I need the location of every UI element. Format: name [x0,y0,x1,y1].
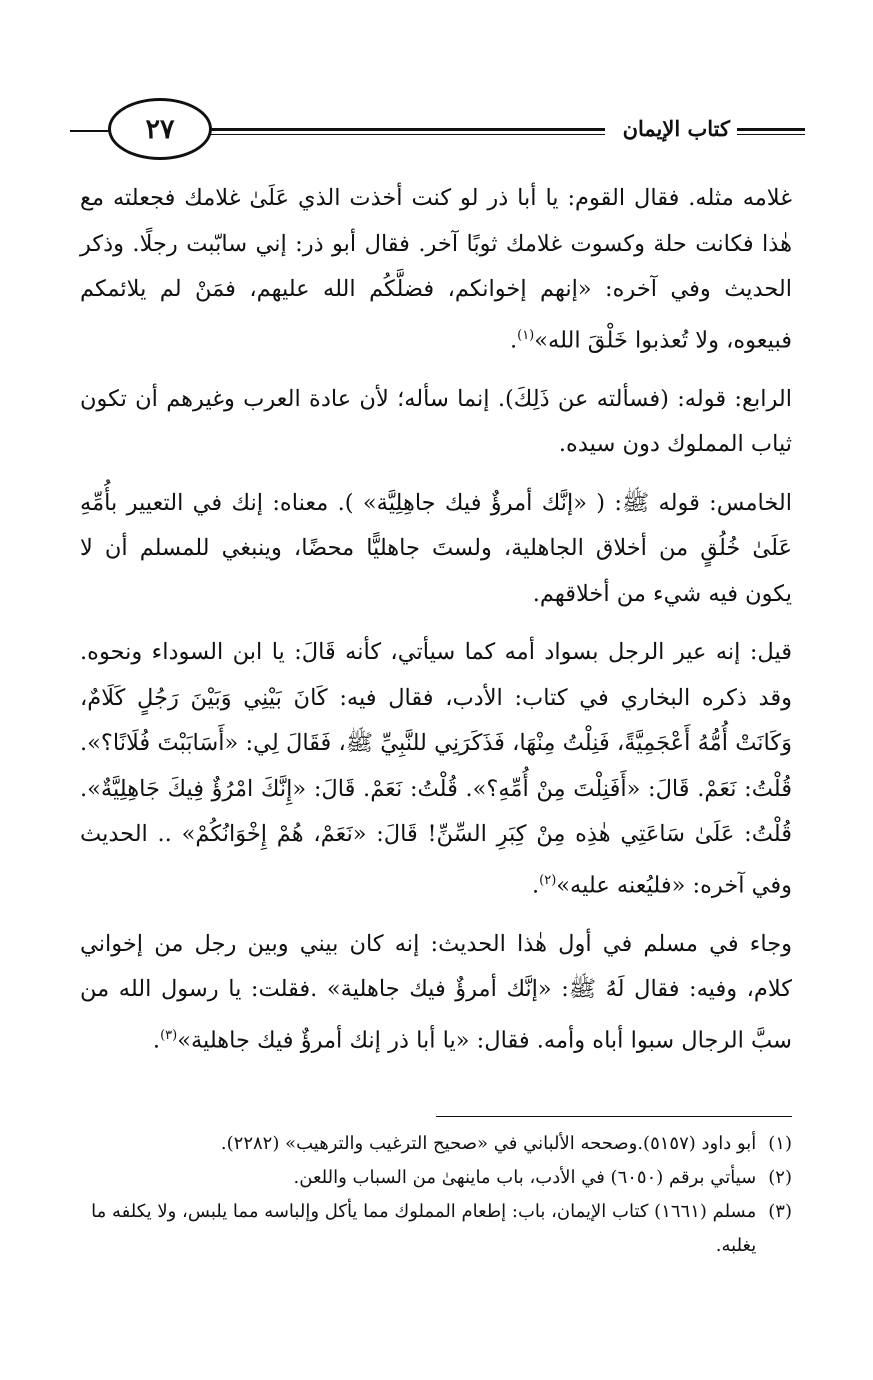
footnote [80,1127,792,1161]
paragraph: قيل: إنه عير الرجل بسواد أمه كما سيأتي، كأنه قَالَ: يا ابن السوداء ونحوه. وقد ذكره البخاري في كتاب: الأدب، فقال فيه: كَانَ بَيْنِي وَبَيْنَ رَجُلٍ كَلَامٌ، وَكَانَتْ أُمُّهُ أَعْجَمِيَّةً، فَنِلْتُ مِنْهَا، فَذَكَرَنِي للنَّبِيِّ ﷺ، فَقَالَ لِي: «أَسَابَبْتَ فُلَانًا؟». قُلْتُ: نَعَمْ. قَالَ: «أَفَنِلْتَ مِنْ أُمِّهِ؟». قُلْتُ: نَعَمْ. قَالَ: «إِنَّكَ امْرُؤٌ فِيكَ جَاهِلِيَّةٌ». قُلْتُ: عَلَىٰ سَاعَتِي هٰذِه مِنْ كِبَرِ السِّنِّ! قَالَ: «نَعَمْ، هُمْ إِخْوَانُكُمْ» .. الحديث وفي آخره: «فليُعنه عليه»$^{(٢)}$. [80,639,792,898]
footnote-mark: (٢) [539,872,557,888]
footnote-number: (٣) [768,1201,792,1222]
footnote-text: مسلم (١٦٦١) كتاب الإيمان، باب: إطعام المملوك مما يأكل وإلباسه مما يلبس، ولا يكلفه ما يغلبه. [91,1201,757,1256]
footnotes [80,1127,792,1263]
paragraph: الرابع: قوله: (فسألته عن ذَلِكَ). إنما سأله؛ لأن عادة العرب وغيرهم أن تكون ثياب المملوك دون سيده. [80,385,792,457]
book-title: كتاب الإيمان [622,116,730,141]
page-header [70,98,805,170]
footnote-separator [436,1116,792,1117]
paragraph-text: قيل: إنه عير الرجل بسواد أمه كما سيأتي، كأنه قَالَ: يا ابن السوداء ونحوه. وقد ذكره البخاري في كتاب: الأدب، فقال فيه: كَانَ بَيْنِي وَبَيْنَ رَجُلٍ كَلَامٌ، وَكَانَتْ أُمُّهُ أَعْجَمِيَّةً، فَنِلْتُ مِنْهَا، فَذَكَرَنِي للنَّبِيِّ ﷺ، فَقَالَ لِي: «أَسَابَبْتَ فُلَانًا؟». قُلْتُ: نَعَمْ. قَالَ: «أَفَنِلْتَ مِنْ أُمِّهِ؟». قُلْتُ: نَعَمْ. قَالَ: «إِنَّكَ امْرُؤٌ فِيكَ جَاهِلِيَّةٌ». قُلْتُ: عَلَىٰ سَاعَتِي هٰذِه مِنْ كِبَرِ السِّنِّ! قَالَ: «نَعَمْ، هُمْ إِخْوَانُكُمْ» .. الحديث وفي آخره: «فليُعنه عليه» [80,639,792,898]
footnote-text: أبو داود (٥١٥٧).وصححه الألباني في «صحيح الترغيب والترهيب» (٢٢٨٢). [220,1133,757,1154]
footnote-number: (٢) [768,1167,792,1188]
paragraph: وجاء في مسلم في أول هٰذا الحديث: إنه كان بيني وبين رجل من إخواني كلام، وفيه: فقال لَهُ ﷺ: «إنَّك أمرؤٌ فيك جاهلية» .فقلت: يا رسول الله من سبَّ الرجال سبوا أباه وأمه. فقال: «يا أبا ذر إنك أمرؤٌ فيك جاهلية»$^{(٣)}$. [80,930,792,1053]
main-text [80,176,792,1077]
paragraph-text: وجاء في مسلم في أول هٰذا الحديث: إنه كان بيني وبين رجل من إخواني كلام، وفيه: فقال لَهُ ﷺ: «إنَّك أمرؤٌ فيك جاهلية» .فقلت: يا رسول الله من سبَّ الرجال سبوا أباه وأمه. فقال: «يا أبا ذر إنك أمرؤٌ فيك جاهلية» [80,930,792,1053]
header-rule-outer [70,130,110,132]
footnote-text: سيأتي برقم (٦٠٥٠) في الأدب، باب ماينهىٰ من السباب واللعن. [293,1167,757,1188]
header-rule-left [150,128,605,135]
page-number-badge [108,98,212,160]
footnote-number: (١) [768,1133,792,1154]
footnote-mark: (٣) [160,1027,178,1043]
footnote [80,1195,792,1263]
paragraph-text: غلامه مثله. فقال القوم: يا أبا ذر لو كنت أخذت الذي عَلَىٰ غلامك فجعلته مع هٰذا فكانت حلة وكسوت غلامك ثوبًا آخر. فقال أبو ذر: إني سابّبت رجلًا. وذكر الحديث وفي آخره: «إنهم إخوانكم، فضلَّكُم الله عليهم، فمَنْ لم يلائمكم فبيعوه، ولا تُعذبوا خَلْقَ الله» [80,185,792,353]
header-rule-right [737,128,805,135]
paragraph: الخامس: قوله ﷺ: ( «إنَّك أمرؤٌ فيك جاهِلِيَّة» ). معناه: إنك في التعيير بأُمِّهِ عَلَىٰ خُلُقٍ من أخلاق الجاهلية، ولستَ جاهليًّا محضًا، وينبغي للمسلم أن لا يكون فيه شيء من أخلاقهم. [80,489,792,607]
page-number: ٢٧ [145,113,175,145]
footnote [80,1161,792,1195]
paragraph: غلامه مثله. فقال القوم: يا أبا ذر لو كنت أخذت الذي عَلَىٰ غلامك فجعلته مع هٰذا فكانت حلة وكسوت غلامك ثوبًا آخر. فقال أبو ذر: إني سابّبت رجلًا. وذكر الحديث وفي آخره: «إنهم إخوانكم، فضلَّكُم الله عليهم، فمَنْ لم يلائمكم فبيعوه، ولا تُعذبوا خَلْقَ الله»$^{(١)}$. [80,185,792,353]
footnote-mark: (١) [517,327,535,343]
